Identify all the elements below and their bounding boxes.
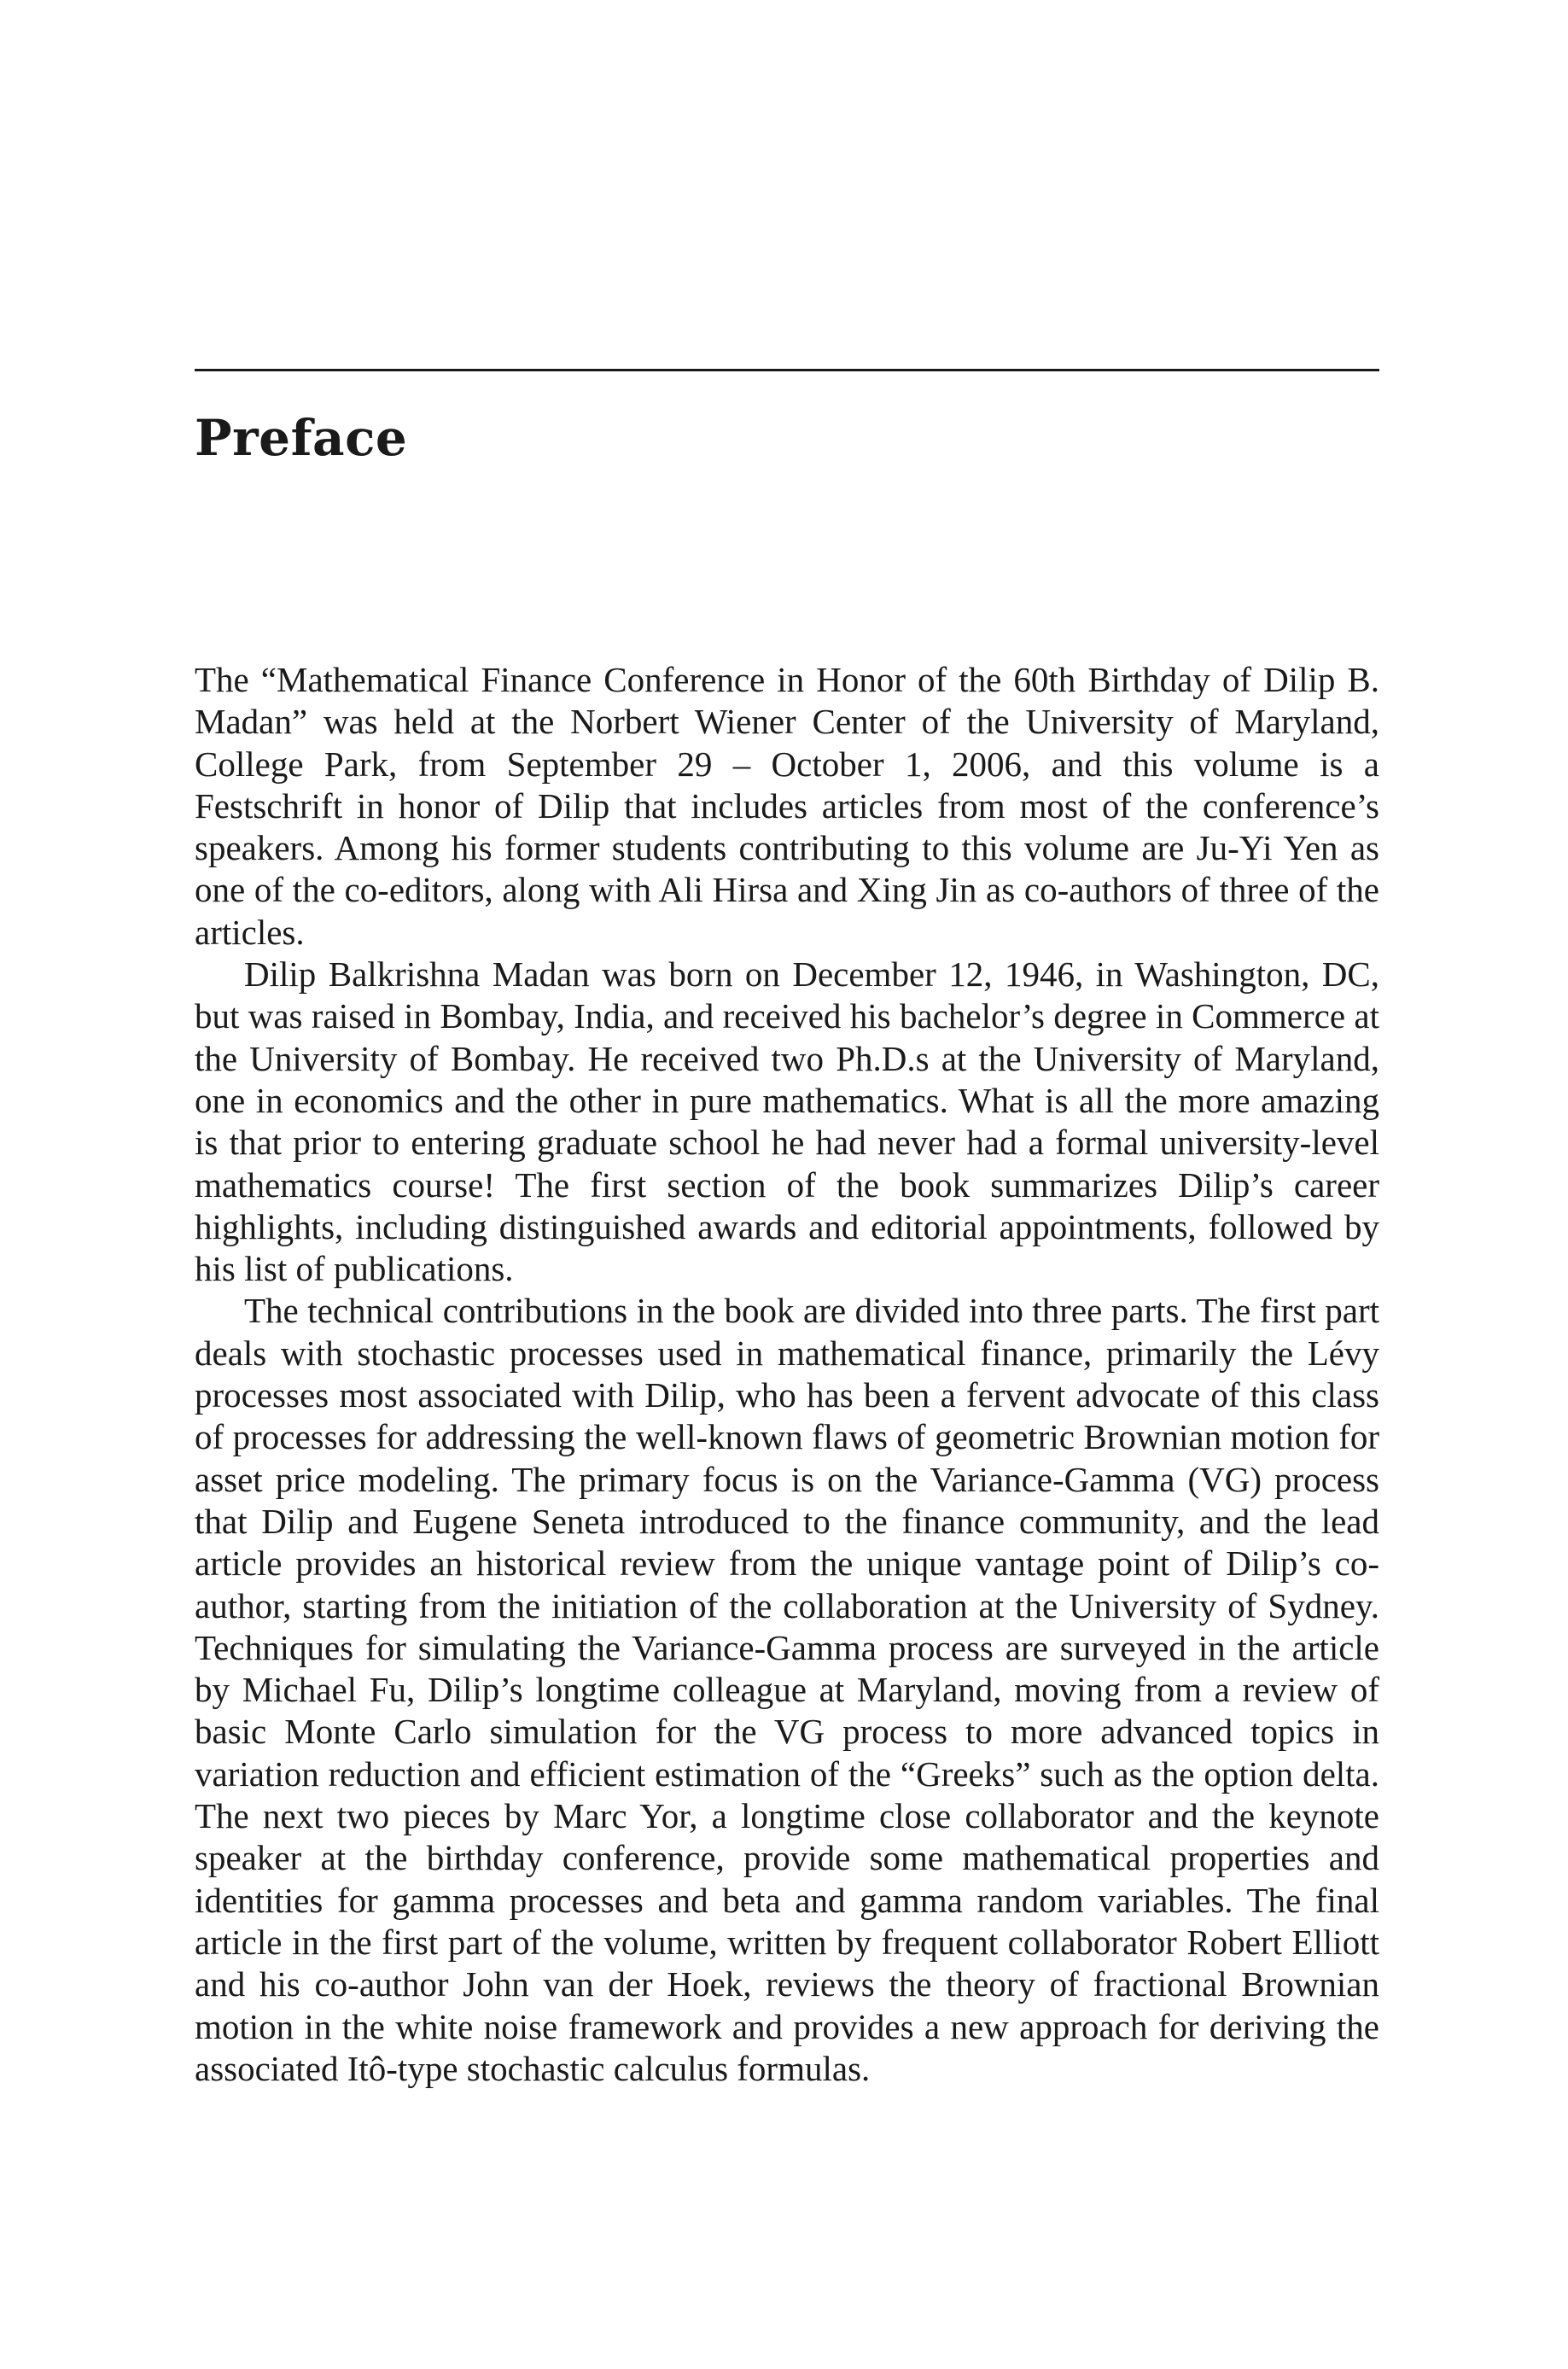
chapter-title: Preface: [195, 409, 408, 467]
chapter-heading-rule: [195, 369, 1379, 371]
preface-body: [195, 659, 1379, 2090]
paragraph-technical-contributions: The technical contributions in the book are divided into three parts. The first part deals with stochastic processes used in mathematical finance, primarily the Lévy processes most associated with Dilip, who has been a fervent advocate of this class of processes for addressing the well-known flaws of geometric Brownian motion for asset price modeling. The primary focus is on the Variance-Gamma (VG) process that Dilip and Eugene Seneta introduced to the finance community, and the lead article provides an historical review from the unique vantage point of Dilip’s co-author, starting from the initiation of the collaboration at the University of Sydney. Techniques for simulating the Variance-Gamma process are surveyed in the article by Michael Fu, Dilip’s longtime colleague at Maryland, moving from a review of basic Monte Carlo simulation for the VG process to more advanced topics in variation reduction and efficient estimation of the “Greeks” such as the option delta. The next two pieces by Marc Yor, a longtime close collaborator and the keynote speaker at the birthday conference, provide some mathematical properties and identities for gamma processes and beta and gamma random variables. The final article in the first part of the volume, written by frequent collaborator Robert Elliott and his co-author John van der Hoek, reviews the theory of fractional Brownian motion in the white noise framework and provides a new approach for deriving the associated Itô-type stochastic calculus formulas.: [195, 1291, 1379, 2088]
paragraph-biography: Dilip Balkrishna Madan was born on December 12, 1946, in Washington, DC, but was raised in Bombay, India, and received his bachelor’s degree in Commerce at the University of Bombay. He received two Ph.D.s at the University of Maryland, one in economics and the other in pure mathematics. What is all the more amazing is that prior to entering graduate school he had never had a formal university-level mathematics course! The first section of the book summarizes Dilip’s career highlights, including distinguished awards and editorial appointments, followed by his list of publications.: [195, 954, 1379, 1289]
paragraph-conference: The “Mathematical Finance Conference in Honor of the 60th Birthday of Dilip B. Madan” was held at the Norbert Wiener Center of the University of Maryland, College Park, from September 29 – October 1, 2006, and this volume is a Festschrift in honor of Dilip that includes articles from most of the conference’s speakers. Among his former students contributing to this volume are Ju-Yi Yen as one of the co-editors, along with Ali Hirsa and Xing Jin as co-authors of three of the articles.: [195, 660, 1379, 952]
